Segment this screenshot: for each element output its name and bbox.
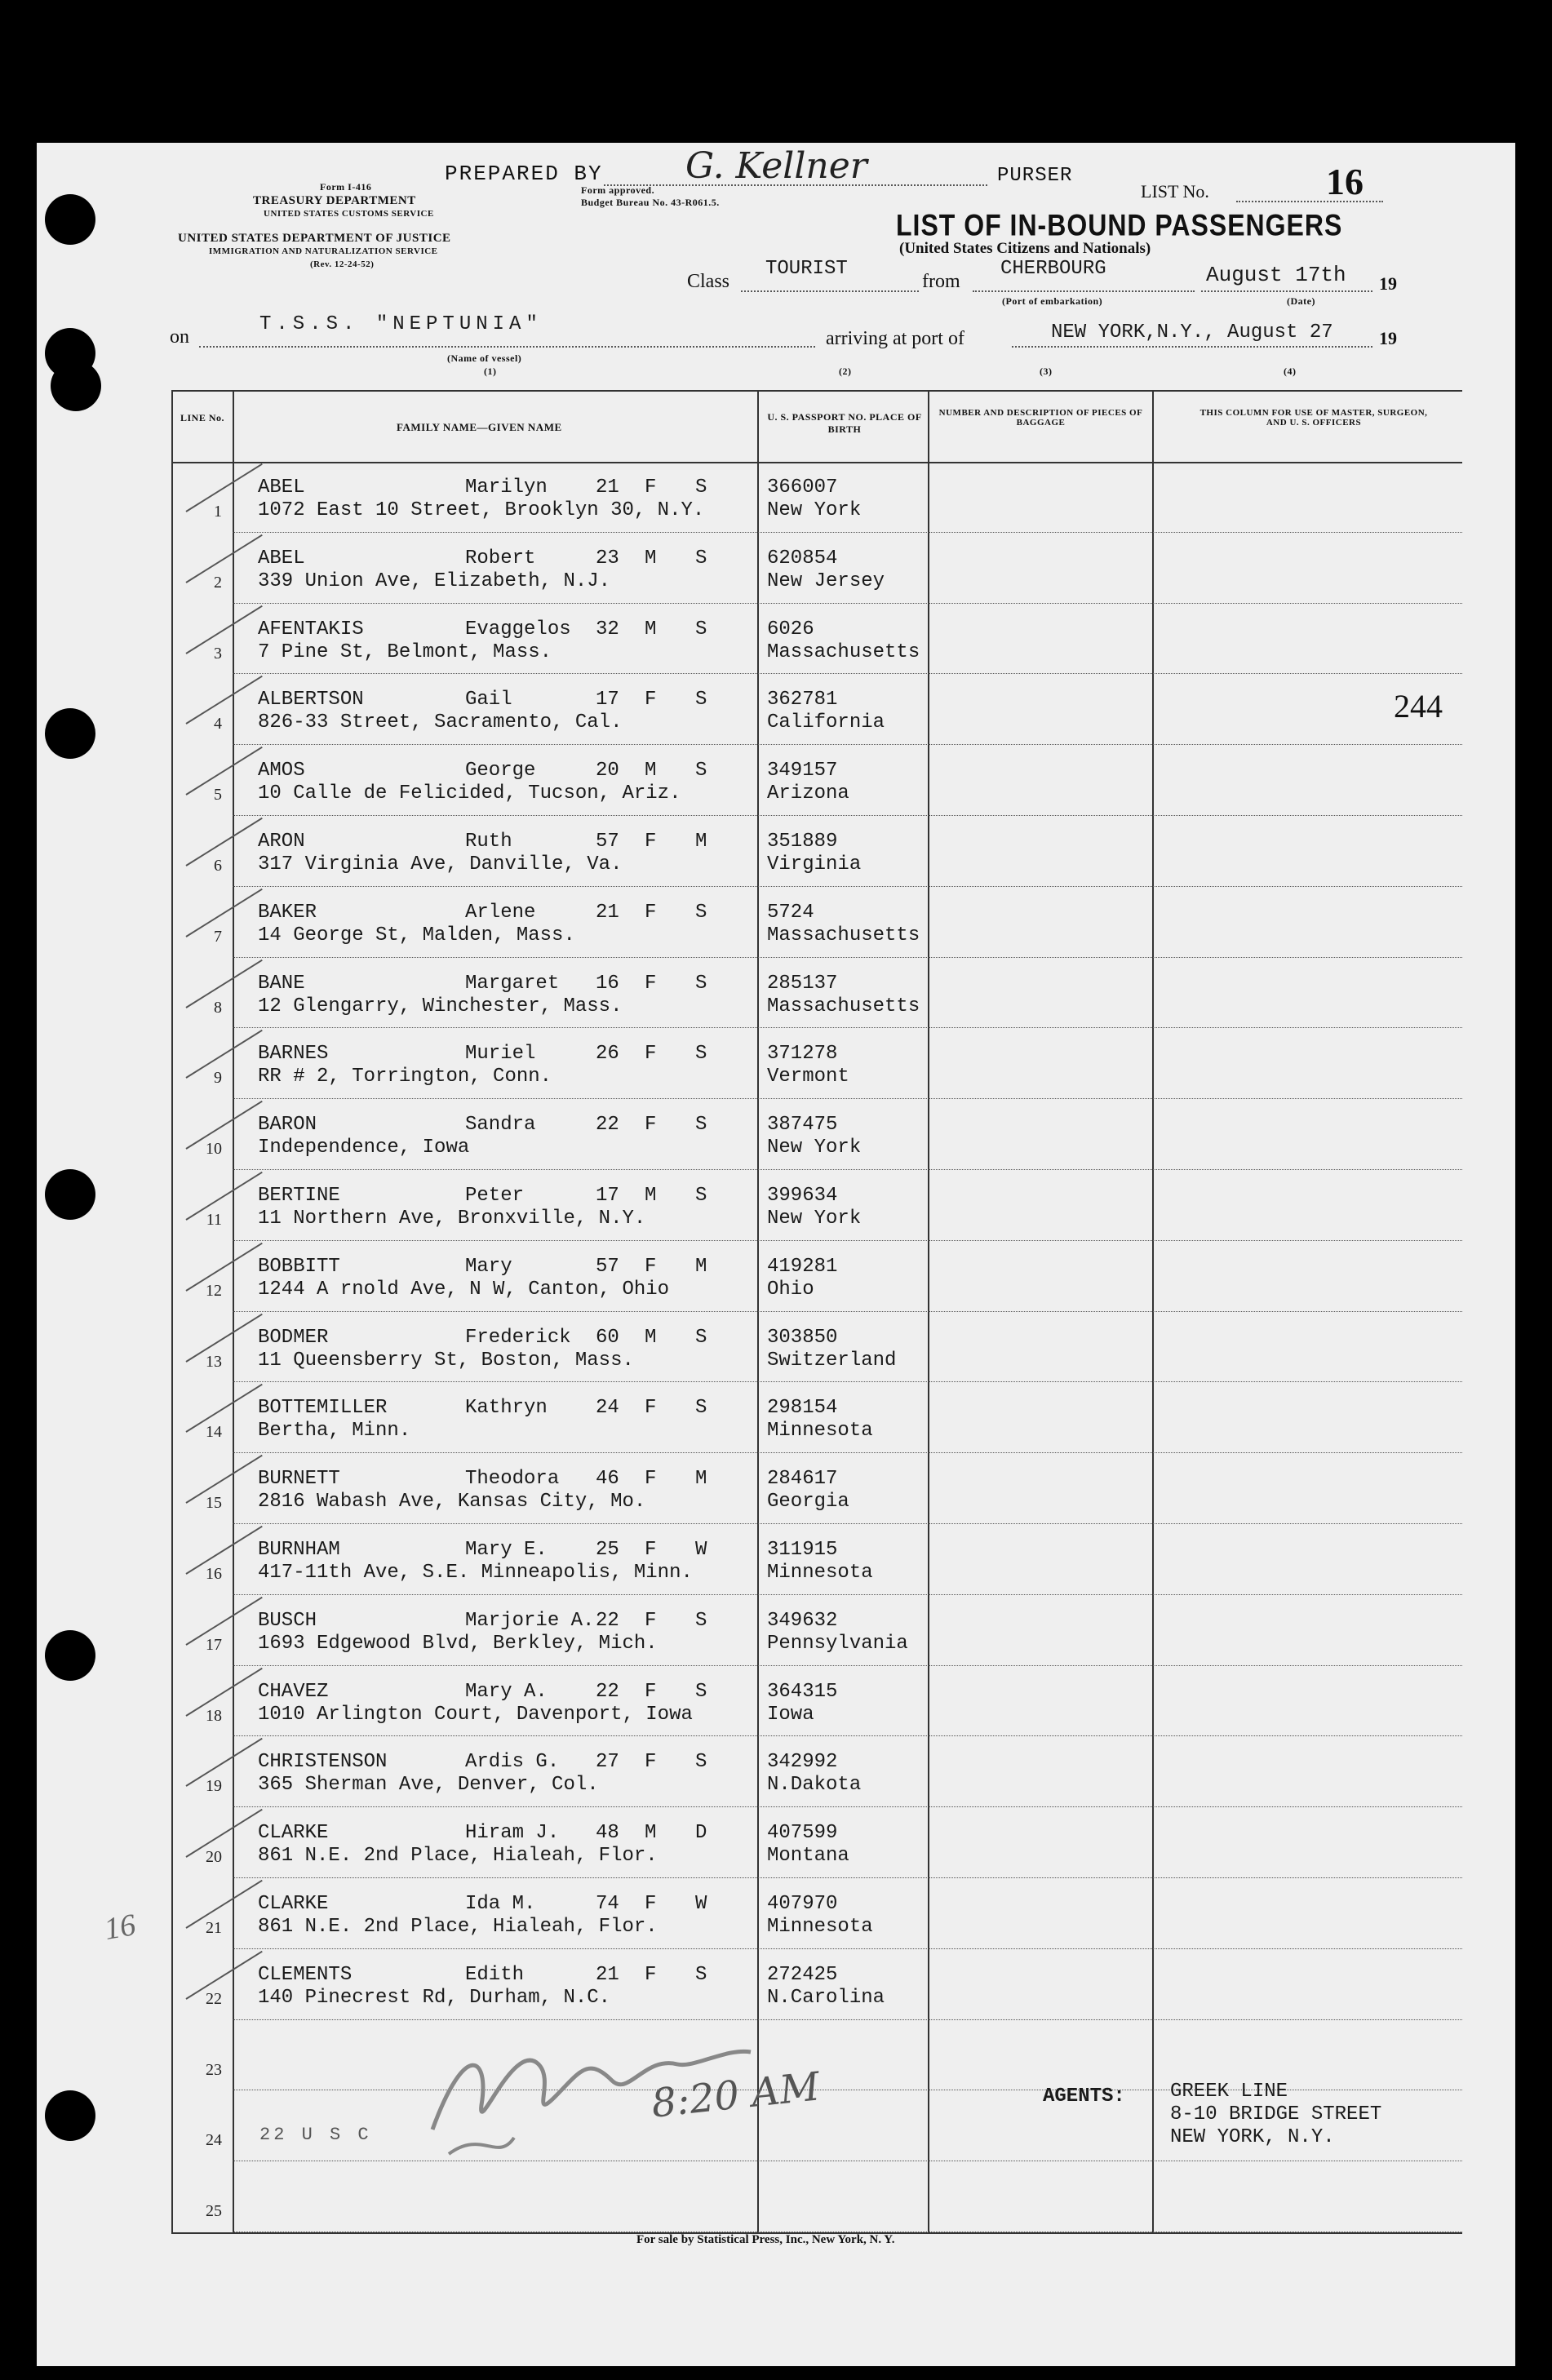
passport-number: 349157 — [767, 760, 838, 782]
age: 22 — [596, 1114, 619, 1137]
given-name: George — [465, 760, 536, 782]
line-number: 18 — [206, 1706, 222, 1725]
age: 22 — [596, 1609, 619, 1632]
address: 365 Sherman Ave, Denver, Col. — [258, 1774, 599, 1797]
from-label: from — [922, 271, 960, 292]
vessel-label: (Name of vessel) — [447, 352, 522, 364]
given-name: Margaret — [465, 972, 560, 995]
marital-status: S — [695, 1751, 707, 1774]
sex: F — [645, 901, 657, 924]
passport-number: 407599 — [767, 1822, 838, 1845]
line-number: 22 — [206, 1989, 222, 2008]
place-of-birth: Massachusetts — [767, 924, 920, 946]
passport-number: 351889 — [767, 831, 838, 853]
sex: F — [645, 1043, 657, 1066]
binder-hole-3 — [51, 361, 101, 411]
date-label: (Date) — [1287, 295, 1315, 307]
family-name: CLEMENTS — [258, 1963, 353, 1986]
row-separator — [233, 886, 1462, 887]
line-number: 20 — [206, 1848, 222, 1867]
column-number-2: (2) — [839, 366, 852, 377]
vessel-name: T.S.S. "NEPTUNIA" — [259, 313, 543, 335]
agent-street: 8-10 BRIDGE STREET — [1170, 2103, 1382, 2125]
year-2: 19 — [1379, 328, 1397, 348]
line-number: 1 — [214, 503, 222, 521]
family-name: BURNETT — [258, 1468, 340, 1491]
date-value: August 17th — [1206, 263, 1346, 287]
given-name: Ruth — [465, 831, 512, 853]
place-of-birth: Montana — [767, 1845, 849, 1868]
handwritten-signature — [416, 2007, 759, 2170]
place-of-birth: New York — [767, 1208, 862, 1230]
on-label: on — [170, 326, 189, 348]
given-name: Frederick — [465, 1326, 571, 1349]
family-name: ARON — [258, 831, 305, 853]
footer-note: For sale by Statistical Press, Inc., New York, N. Y. — [636, 2233, 895, 2246]
address: 861 N.E. 2nd Place, Hialeah, Flor. — [258, 1845, 658, 1868]
binder-hole-7 — [45, 2090, 95, 2141]
marital-status: S — [695, 1326, 707, 1349]
sex: F — [645, 1468, 657, 1491]
line-number: 24 — [206, 2131, 222, 2150]
agents-label: AGENTS: — [1043, 2085, 1125, 2107]
sex: M — [645, 760, 657, 782]
port-embark-label: (Port of embarkation) — [1002, 295, 1103, 307]
line-number: 23 — [206, 2060, 222, 2079]
family-name: CHRISTENSON — [258, 1751, 388, 1774]
age: 17 — [596, 1185, 619, 1207]
line-number: 3 — [214, 644, 222, 663]
address: 1693 Edgewood Blvd, Berkley, Mich. — [258, 1632, 658, 1655]
family-name: ABEL — [258, 476, 305, 499]
handwritten-time: 8:20 AM — [649, 2063, 823, 2127]
row-separator — [233, 1735, 1462, 1736]
passport-number: 6026 — [767, 618, 814, 640]
line-number: 19 — [206, 1777, 222, 1796]
given-name: Edith — [465, 1963, 525, 1986]
given-name: Marjorie A. — [465, 1609, 595, 1632]
row-separator — [233, 1098, 1462, 1099]
marital-status: S — [695, 618, 707, 640]
sex: F — [645, 1609, 657, 1632]
passport-number: 311915 — [767, 1539, 838, 1561]
place-of-birth: Switzerland — [767, 1349, 897, 1372]
list-no-value: 16 — [1326, 161, 1364, 202]
given-name: Mary — [465, 1255, 512, 1278]
age: 57 — [596, 831, 619, 853]
passport-number: 303850 — [767, 1326, 838, 1349]
sex: M — [645, 1822, 657, 1845]
marital-status: S — [695, 1114, 707, 1137]
given-name: Mary A. — [465, 1680, 548, 1703]
marital-status: M — [695, 1255, 707, 1278]
age: 74 — [596, 1893, 619, 1915]
marital-status: M — [695, 1468, 707, 1491]
line-number: 7 — [214, 927, 222, 946]
family-name: BOBBITT — [258, 1255, 340, 1278]
address: 11 Northern Ave, Bronxville, N.Y. — [258, 1208, 646, 1230]
marital-status: W — [695, 1539, 707, 1561]
line-number: 4 — [214, 715, 222, 734]
family-name: BUSCH — [258, 1609, 317, 1632]
given-name: Gail — [465, 689, 512, 711]
header-officers: THIS COLUMN FOR USE OF MASTER, SURGEON, AND U. S. OFFICERS — [1199, 408, 1428, 428]
family-name: ALBERTSON — [258, 689, 364, 711]
stamp-22-usc: 22 U S C — [259, 2125, 372, 2145]
row-separator — [233, 815, 1462, 816]
table-header-border — [171, 462, 1462, 463]
sex: F — [645, 1963, 657, 1986]
marital-status: S — [695, 1397, 707, 1420]
binder-hole-6 — [45, 1630, 95, 1681]
address: 339 Union Ave, Elizabeth, N.J. — [258, 570, 611, 592]
address: Bertha, Minn. — [258, 1420, 411, 1443]
class-value: TOURIST — [765, 258, 848, 280]
immigration-service: IMMIGRATION AND NATURALIZATION SERVICE — [209, 246, 438, 256]
place-of-birth: Georgia — [767, 1491, 849, 1514]
address: 861 N.E. 2nd Place, Hialeah, Flor. — [258, 1916, 658, 1938]
passport-number: 272425 — [767, 1963, 838, 1986]
given-name: Muriel — [465, 1043, 536, 1066]
row-separator — [233, 603, 1462, 604]
family-name: BARNES — [258, 1043, 329, 1066]
passport-number: 407970 — [767, 1893, 838, 1915]
family-name: CLARKE — [258, 1893, 329, 1915]
given-name: Arlene — [465, 901, 536, 924]
address: 140 Pinecrest Rd, Durham, N.C. — [258, 1986, 611, 2009]
family-name: BURNHAM — [258, 1539, 340, 1561]
sex: F — [645, 1751, 657, 1774]
address: 317 Virginia Ave, Danville, Va. — [258, 853, 623, 875]
given-name: Marilyn — [465, 476, 548, 499]
age: 48 — [596, 1822, 619, 1845]
place-of-birth: Arizona — [767, 782, 849, 805]
row-separator — [233, 673, 1462, 674]
marital-status: S — [695, 1043, 707, 1066]
marital-status: S — [695, 547, 707, 570]
arrival-port: NEW YORK,N.Y., August 27 — [1051, 321, 1333, 343]
passport-number: 364315 — [767, 1680, 838, 1703]
marital-status: M — [695, 831, 707, 853]
column-number-3: (3) — [1040, 366, 1053, 377]
family-name: BARON — [258, 1114, 317, 1137]
marital-status: W — [695, 1893, 707, 1915]
marital-status: S — [695, 1609, 707, 1632]
place-of-birth: New York — [767, 1137, 862, 1159]
place-of-birth: Massachusetts — [767, 640, 920, 663]
row-separator — [233, 1169, 1462, 1170]
given-name: Evaggelos — [465, 618, 571, 640]
from-value: CHERBOURG — [1000, 258, 1106, 280]
sex: F — [645, 1397, 657, 1420]
line-number: 6 — [214, 857, 222, 875]
sex: F — [645, 476, 657, 499]
row-separator — [233, 1452, 1462, 1453]
sex: F — [645, 972, 657, 995]
family-name: CHAVEZ — [258, 1680, 329, 1703]
header-passport: U. S. PASSPORT NO. PLACE OF BIRTH — [767, 411, 922, 435]
address: 14 George St, Malden, Mass. — [258, 924, 575, 946]
row-separator — [233, 1806, 1462, 1807]
line-number: 25 — [206, 2202, 222, 2221]
family-name: BOTTEMILLER — [258, 1397, 388, 1420]
address: 417-11th Ave, S.E. Minneapolis, Minn. — [258, 1562, 693, 1584]
age: 21 — [596, 476, 619, 499]
col-divider-line — [233, 390, 234, 2234]
family-name: BODMER — [258, 1326, 329, 1349]
sex: F — [645, 1680, 657, 1703]
address: Independence, Iowa — [258, 1137, 470, 1159]
class-line — [741, 290, 919, 292]
sex: M — [645, 1185, 657, 1207]
place-of-birth: N.Carolina — [767, 1986, 885, 2009]
age: 32 — [596, 618, 619, 640]
marital-status: S — [695, 476, 707, 499]
sex: M — [645, 1326, 657, 1349]
sex: F — [645, 689, 657, 711]
given-name: Robert — [465, 547, 536, 570]
place-of-birth: Minnesota — [767, 1562, 873, 1584]
budget-bureau: Budget Bureau No. 43-R061.5. — [581, 197, 720, 208]
purser-label: PURSER — [997, 165, 1073, 187]
line-number: 11 — [206, 1211, 222, 1229]
age: 26 — [596, 1043, 619, 1066]
line-number: 12 — [206, 1281, 222, 1300]
list-no-label: LIST No. — [1141, 181, 1209, 202]
marital-status: S — [695, 972, 707, 995]
given-name: Theodora — [465, 1468, 560, 1491]
form-approved: Form approved. — [581, 184, 655, 196]
row-separator — [233, 1240, 1462, 1241]
page-subtitle: (United States Citizens and Nationals) — [899, 240, 1151, 257]
age: 27 — [596, 1751, 619, 1774]
address: 1072 East 10 Street, Brooklyn 30, N.Y. — [258, 499, 705, 521]
form-number: Form I-416 — [320, 181, 372, 193]
row-separator — [233, 1381, 1462, 1382]
agent-name: GREEK LINE — [1170, 2081, 1288, 2103]
from-line — [973, 290, 1195, 292]
table-left-border — [171, 390, 173, 2234]
signature: G. Kellner — [685, 145, 867, 187]
given-name: Ardis G. — [465, 1751, 560, 1774]
line-number: 2 — [214, 573, 222, 592]
marital-status: D — [695, 1822, 707, 1845]
binder-hole-5 — [45, 1169, 95, 1220]
passport-number: 366007 — [767, 476, 838, 499]
given-name: Hiram J. — [465, 1822, 560, 1845]
place-of-birth: Vermont — [767, 1066, 849, 1088]
sex: M — [645, 547, 657, 570]
place-of-birth: New Jersey — [767, 570, 885, 592]
row-separator — [233, 1523, 1462, 1524]
arriving-label: arriving at port of — [826, 328, 964, 349]
given-name: Mary E. — [465, 1539, 548, 1561]
family-name: ABEL — [258, 547, 305, 570]
family-name: BANE — [258, 972, 305, 995]
passport-number: 387475 — [767, 1114, 838, 1137]
sex: F — [645, 831, 657, 853]
age: 57 — [596, 1255, 619, 1278]
column-number-4: (4) — [1284, 366, 1297, 377]
age: 21 — [596, 901, 619, 924]
col-divider-name — [757, 390, 759, 2234]
place-of-birth: New York — [767, 499, 862, 521]
line-number: 17 — [206, 1635, 222, 1654]
sex: F — [645, 1893, 657, 1915]
page-title: LIST OF IN-BOUND PASSENGERS — [896, 208, 1343, 242]
row-separator — [233, 1665, 1462, 1666]
place-of-birth: California — [767, 711, 885, 734]
binder-hole-1 — [45, 194, 95, 245]
age: 17 — [596, 689, 619, 711]
binder-hole-4 — [45, 708, 95, 759]
row-separator — [233, 532, 1462, 533]
given-name: Kathryn — [465, 1397, 548, 1420]
age: 21 — [596, 1963, 619, 1986]
prepared-by-label: PREPARED BY — [445, 162, 603, 186]
given-name: Sandra — [465, 1114, 536, 1137]
place-of-birth: Virginia — [767, 853, 862, 875]
sex: F — [645, 1539, 657, 1561]
passport-number: 5724 — [767, 901, 814, 924]
revision-date: (Rev. 12-24-52) — [310, 259, 375, 269]
family-name: CLARKE — [258, 1822, 329, 1845]
address: 11 Queensberry St, Boston, Mass. — [258, 1349, 634, 1372]
place-of-birth: Massachusetts — [767, 995, 920, 1017]
column-number-1: (1) — [484, 366, 497, 377]
sex: F — [645, 1114, 657, 1137]
address: 12 Glengarry, Winchester, Mass. — [258, 995, 623, 1017]
line-number: 10 — [206, 1140, 222, 1159]
row-separator — [233, 1027, 1462, 1028]
age: 20 — [596, 760, 619, 782]
passport-number: 399634 — [767, 1185, 838, 1207]
line-number: 8 — [214, 998, 222, 1017]
line-number: 9 — [214, 1069, 222, 1088]
passport-number: 620854 — [767, 547, 838, 570]
marital-status: S — [695, 1680, 707, 1703]
address: RR # 2, Torrington, Conn. — [258, 1066, 552, 1088]
address: 2816 Wabash Ave, Kansas City, Mo. — [258, 1491, 646, 1514]
passport-number: 342992 — [767, 1751, 838, 1774]
class-label: Class — [687, 271, 730, 292]
age: 16 — [596, 972, 619, 995]
family-name: AFENTAKIS — [258, 618, 364, 640]
line-number: 14 — [206, 1423, 222, 1442]
place-of-birth: N.Dakota — [767, 1774, 862, 1797]
marital-status: S — [695, 760, 707, 782]
vessel-line — [199, 346, 815, 348]
row-separator — [233, 744, 1462, 745]
sex: F — [645, 1255, 657, 1278]
header-name: FAMILY NAME—GIVEN NAME — [397, 421, 562, 433]
line-number: 5 — [214, 786, 222, 804]
place-of-birth: Minnesota — [767, 1420, 873, 1443]
given-name: Peter — [465, 1185, 525, 1207]
marital-status: S — [695, 901, 707, 924]
place-of-birth: Minnesota — [767, 1916, 873, 1938]
justice-dept: UNITED STATES DEPARTMENT OF JUSTICE — [178, 232, 451, 245]
age: 46 — [596, 1468, 619, 1491]
row-separator — [233, 957, 1462, 958]
address: 10 Calle de Felicided, Tucson, Ariz. — [258, 782, 681, 805]
age: 22 — [596, 1680, 619, 1703]
address: 1244 A rnold Ave, N W, Canton, Ohio — [258, 1278, 670, 1301]
row-separator — [233, 1877, 1462, 1878]
header-line-no: LINE No. — [180, 412, 224, 423]
officer-count: 244 — [1394, 688, 1443, 725]
place-of-birth: Pennsylvania — [767, 1632, 908, 1655]
passport-number: 362781 — [767, 689, 838, 711]
header-baggage: NUMBER AND DESCRIPTION OF PIECES OF BAGGAGE — [938, 408, 1143, 428]
sex: M — [645, 618, 657, 640]
age: 60 — [596, 1326, 619, 1349]
year-1: 19 — [1379, 273, 1397, 294]
place-of-birth: Iowa — [767, 1703, 814, 1726]
passport-number: 284617 — [767, 1468, 838, 1491]
date-line — [1201, 290, 1372, 292]
address: 7 Pine St, Belmont, Mass. — [258, 640, 552, 663]
place-of-birth: Ohio — [767, 1278, 814, 1301]
passport-number: 349632 — [767, 1609, 838, 1632]
marital-status: S — [695, 689, 707, 711]
age: 24 — [596, 1397, 619, 1420]
marital-status: S — [695, 1963, 707, 1986]
margin-note: 16 — [101, 1908, 139, 1947]
age: 25 — [596, 1539, 619, 1561]
agent-city: NEW YORK, N.Y. — [1170, 2126, 1335, 2148]
arrival-line — [1012, 346, 1372, 348]
row-separator — [233, 1311, 1462, 1312]
table-top-border — [171, 390, 1462, 392]
passport-number: 419281 — [767, 1255, 838, 1278]
family-name: BAKER — [258, 901, 317, 924]
col-divider-baggage — [1152, 390, 1154, 2234]
address: 826-33 Street, Sacramento, Cal. — [258, 711, 623, 734]
line-number: 16 — [206, 1565, 222, 1583]
passport-number: 371278 — [767, 1043, 838, 1066]
line-number: 21 — [206, 1919, 222, 1937]
treasury-dept: TREASURY DEPARTMENT — [253, 194, 416, 207]
row-separator — [233, 1948, 1462, 1949]
family-name: AMOS — [258, 760, 305, 782]
col-divider-passport — [928, 390, 929, 2234]
line-number: 15 — [206, 1494, 222, 1513]
line-number: 13 — [206, 1352, 222, 1371]
age: 23 — [596, 547, 619, 570]
family-name: BERTINE — [258, 1185, 340, 1207]
given-name: Ida M. — [465, 1893, 536, 1915]
row-separator — [233, 1594, 1462, 1595]
customs-service: UNITED STATES CUSTOMS SERVICE — [264, 209, 434, 219]
marital-status: S — [695, 1185, 707, 1207]
passport-number: 298154 — [767, 1397, 838, 1420]
passport-number: 285137 — [767, 972, 838, 995]
address: 1010 Arlington Court, Davenport, Iowa — [258, 1703, 693, 1726]
